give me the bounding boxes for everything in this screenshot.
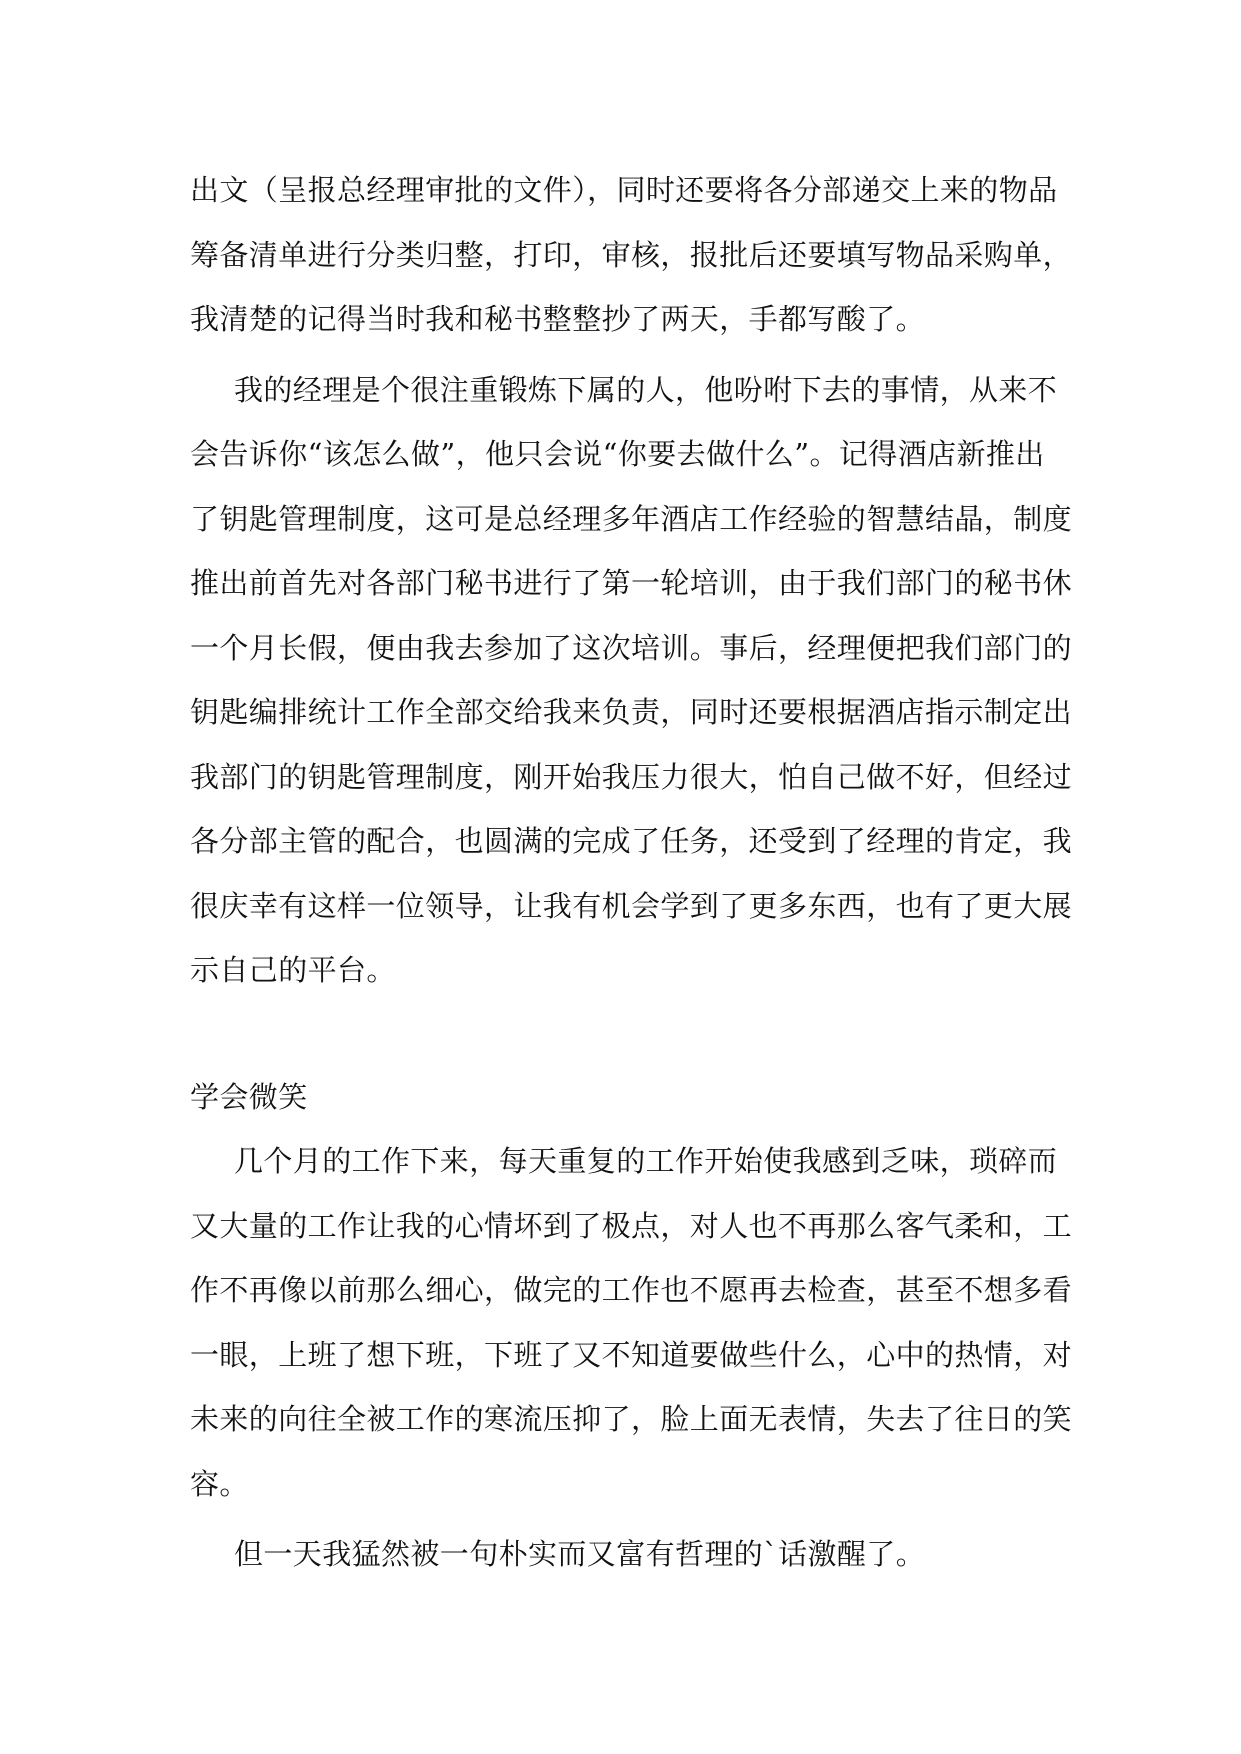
paragraph-3: [190, 1129, 1073, 1516]
text-line: 一眼，上班了想下班，下班了又不知道要做些什么，心中的热情，对: [190, 1337, 1073, 1372]
text-line: 我部门的钥匙管理制度，刚开始我压力很大，怕自己做不好，但经过: [190, 759, 1073, 794]
text-line: 未来的向往全被工作的寒流压抑了，脸上面无表情，失去了往日的笑: [190, 1402, 1073, 1436]
text-line: 一个月长假，便由我去参加了这次培训。事后，经理便把我们部门的: [190, 630, 1073, 665]
text-line: 几个月的工作下来，每天重复的工作开始使我感到乏味，琐碎而: [234, 1144, 1058, 1178]
section-gap: [190, 1003, 1060, 1065]
text-line: 会告诉你“该怎么做”，他只会说“你要去做什么”。记得酒店新推出: [190, 437, 1045, 471]
paragraph-1: [190, 158, 1073, 352]
text-line: 了钥匙管理制度，这可是总经理多年酒店工作经验的智慧结晶，制度: [190, 501, 1073, 536]
text-line: 很庆幸有这样一位领导，让我有机会学到了更多东西，也有了更大展: [190, 888, 1073, 923]
text-line: 钥匙编排统计工作全部交给我来负责，同时还要根据酒店指示制定出: [190, 695, 1073, 729]
text-line: 我的经理是个很注重锻炼下属的人，他吩咐下去的事情，从来不: [234, 372, 1058, 407]
paragraph-2: [190, 358, 1073, 1003]
text-line: 示自己的平台。: [190, 953, 396, 987]
text-line: 作不再像以前那么细心，做完的工作也不愿再去检查，甚至不想多看: [190, 1273, 1073, 1307]
text-line: 推出前首先对各部门秘书进行了第一轮培训，由于我们部门的秘书休: [190, 566, 1073, 600]
text-line: 又大量的工作让我的心情坏到了极点，对人也不再那么客气柔和，工: [190, 1208, 1073, 1243]
text-line: 出文（呈报总经理审批的文件），同时还要将各分部递交上来的物品: [190, 173, 1058, 207]
text-line: 筹备清单进行分类归整，打印，审核，报批后还要填写物品采购单，: [190, 237, 1073, 272]
paragraph-4: [190, 1522, 1060, 1587]
section-heading: 学会微笑: [190, 1079, 308, 1114]
text-line: 各分部主管的配合，也圆满的完成了任务，还受到了经理的肯定，我: [190, 824, 1073, 858]
text-line: 但一天我猛然被一句朴实而又富有哲理的`话激醒了。: [234, 1537, 926, 1571]
text-line: 我清楚的记得当时我和秘书整整抄了两天，手都写酸了。: [190, 302, 926, 336]
document-page: [190, 158, 1073, 1587]
text-line: 容。: [190, 1466, 249, 1501]
